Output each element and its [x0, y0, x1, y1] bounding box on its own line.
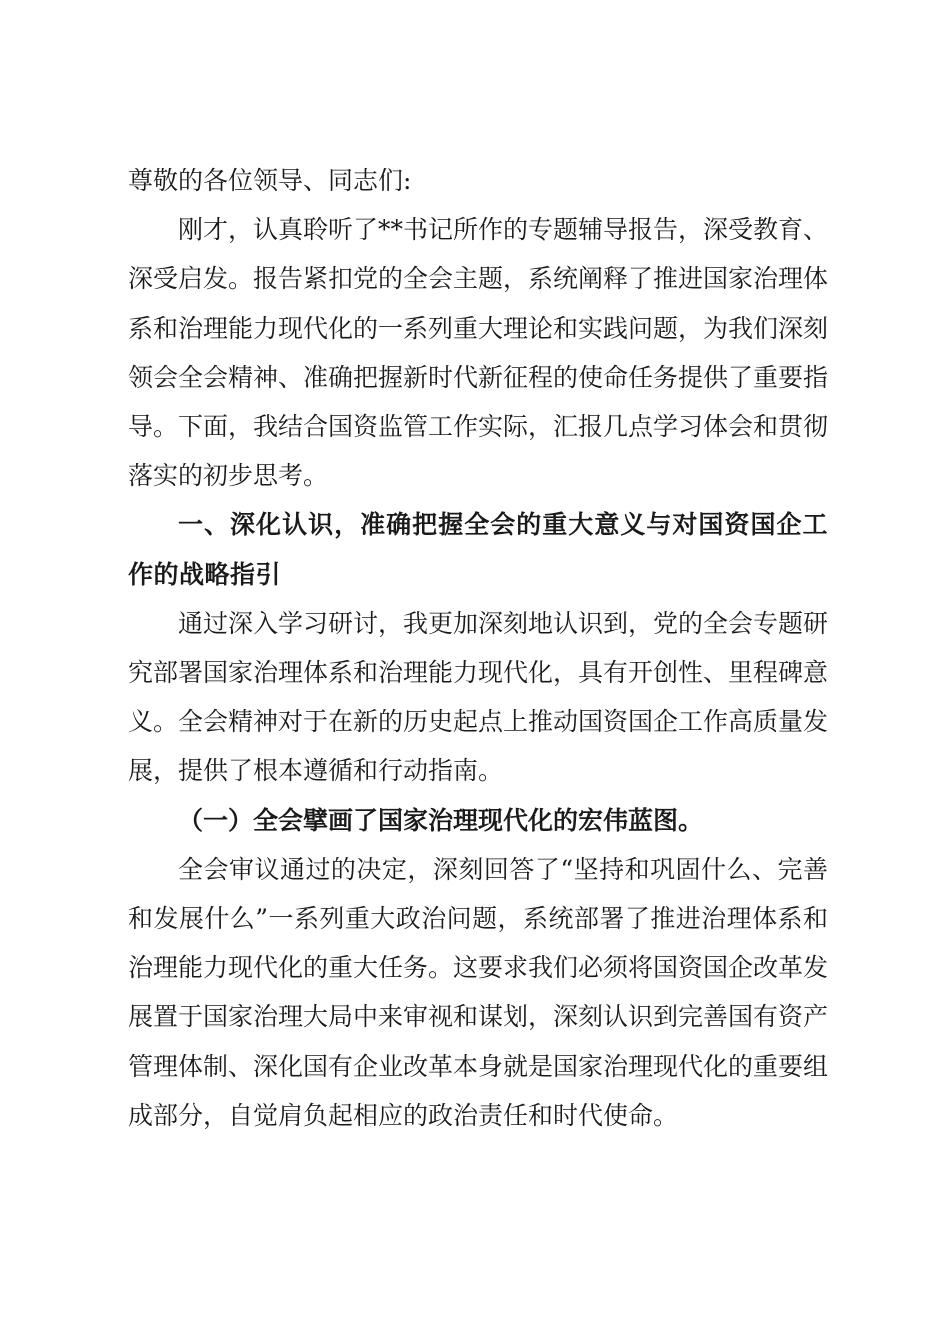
section-1-paragraph: 通过深入学习研讨，我更加深刻地认识到，党的全会专题研究部署国家治理体系和治理能力现代化，具有开创性、里程碑意义。全会精神对于在新的历史起点上推动国资国企工作高质量发展，提供了根本遵循和行动指南。 [128, 608, 829, 786]
intro-paragraph: 刚才，认真聆听了**书记所作的专题辅导报告，深受教育、深受启发。报告紧扣党的全会主题，系统阐释了推进国家治理体系和治理能力现代化的一系列重大理论和实践问题，为我们深刻领会全会精神、准确把握新时代新征程的使命任务提供了重要指导。下面，我结合国资监管工作实际，汇报几点学习体会和贯彻落实的初步思考。 [128, 215, 829, 491]
document-body [128, 156, 828, 1140]
salutation: 尊敬的各位领导、同志们: [128, 166, 412, 195]
section-heading-1: 一、深化认识，准确把握全会的重大意义与对国资国企工作的战略指引 [128, 510, 828, 589]
subsection-heading-1: （一）全会擘画了国家治理现代化的宏伟蓝图。 [178, 805, 704, 835]
subsection-1-paragraph: 全会审议通过的决定，深刻回答了“坚持和巩固什么、完善和发展什么”一系列重大政治问题，系统部署了推进治理体系和治理能力现代化的重大任务。这要求我们必须将国资国企改革发展置于国家治理大局中来审视和谋划，深刻认识到完善国有资产管理体制、深化国有企业改革本身就是国家治理现代化的重要组成部分，自觉肩负起相应的政治责任和时代使命。 [128, 854, 829, 1130]
